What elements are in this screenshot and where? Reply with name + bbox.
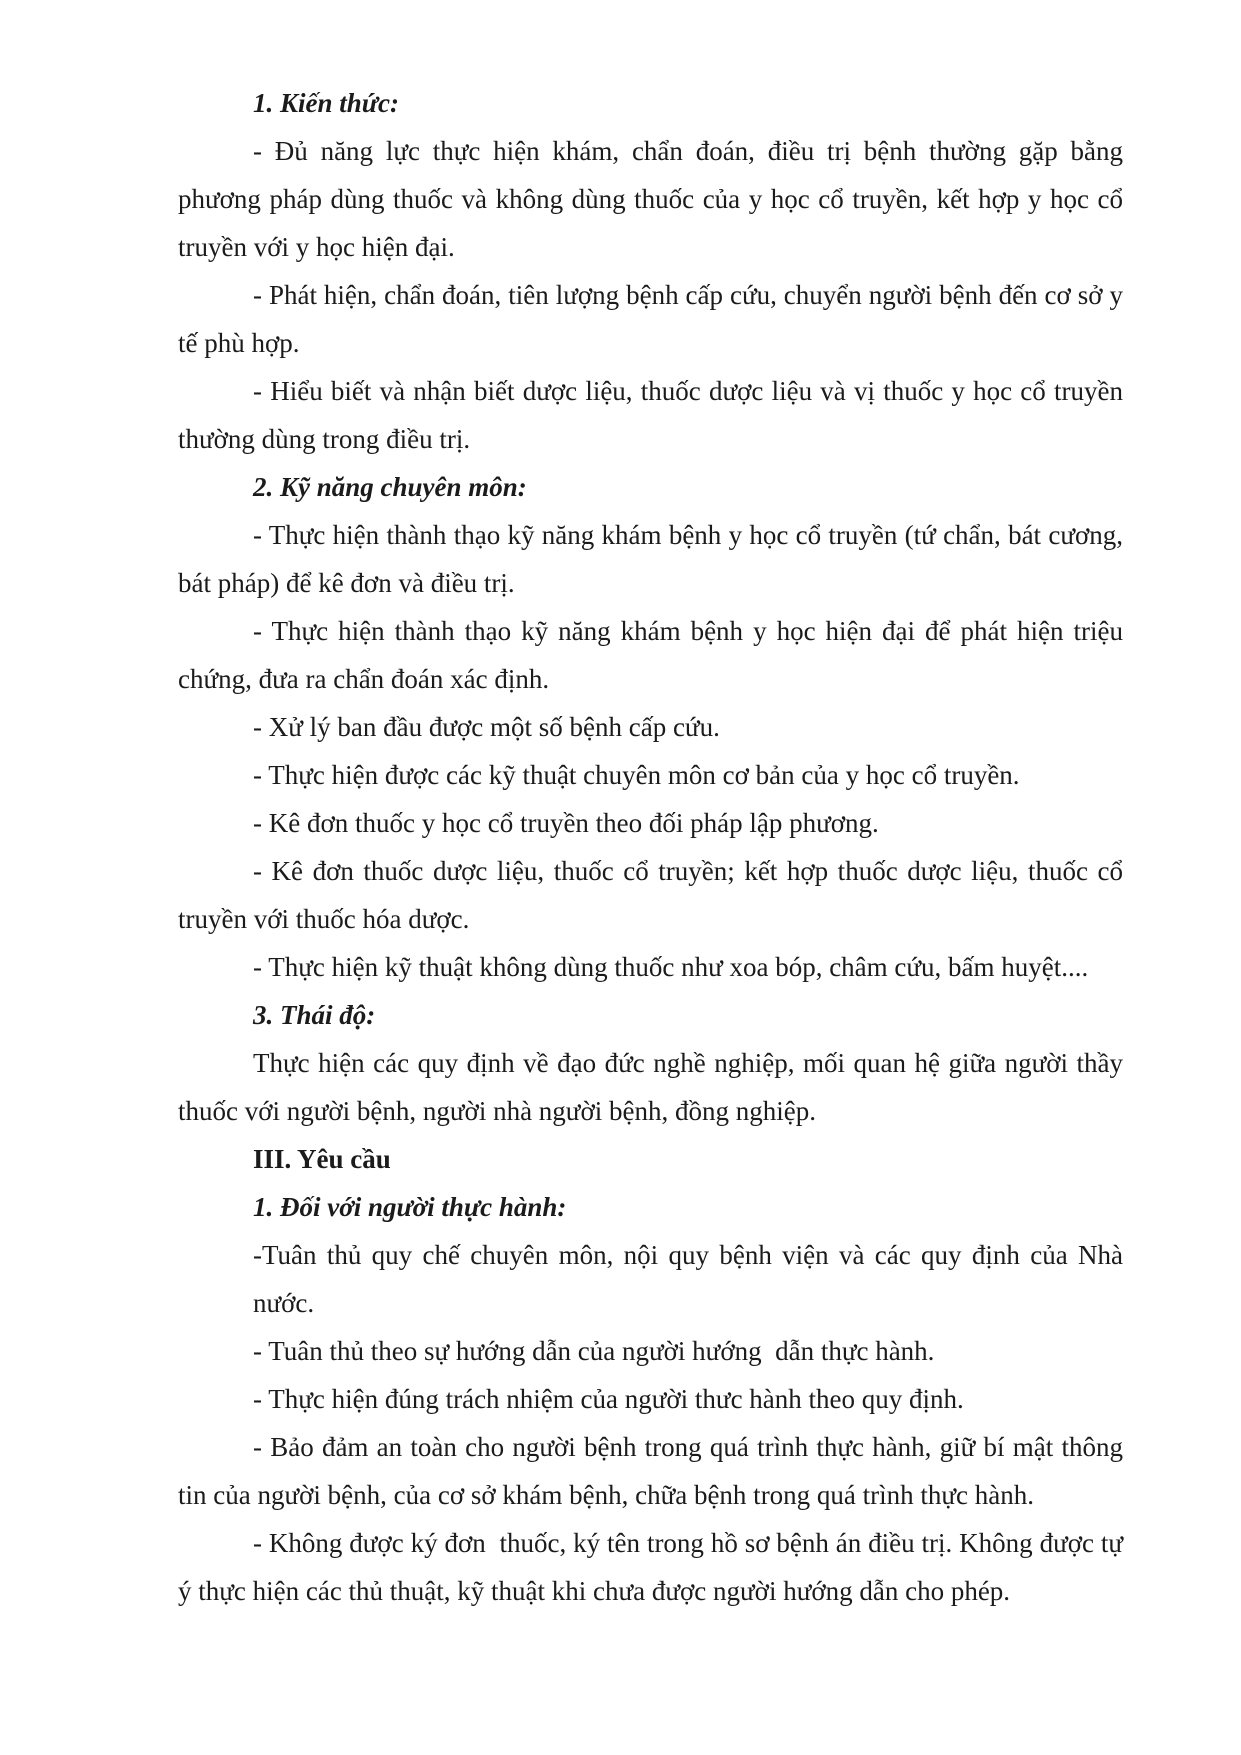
heading-kien-thuc: 1. Kiến thức: — [253, 88, 399, 118]
heading-doi-voi-nguoi-thuc-hanh: 1. Đối với người thực hành: — [253, 1192, 567, 1222]
paragraph: -Tuân thủ quy chế chuyên môn, nội quy bệnh viện và các quy định của Nhà nước. — [253, 1240, 1130, 1318]
paragraph: - Kê đơn thuốc dược liệu, thuốc cổ truyền; kết hợp thuốc dược liệu, thuốc cổ truyền với thuốc hóa dược. — [178, 856, 1130, 934]
heading-ky-nang-chuyen-mon: 2. Kỹ năng chuyên môn: — [253, 472, 527, 502]
paragraph: - Kê đơn thuốc y học cổ truyền theo đối pháp lập phương. — [253, 808, 879, 838]
heading-yeu-cau: III. Yêu cầu — [253, 1144, 391, 1174]
paragraph: - Phát hiện, chẩn đoán, tiên lượng bệnh cấp cứu, chuyển người bệnh đến cơ sở y tế phù hợp. — [178, 280, 1130, 358]
paragraph: - Thực hiện thành thạo kỹ năng khám bệnh y học cổ truyền (tứ chẩn, bát cương, bát pháp) để kê đơn và điều trị. — [178, 520, 1130, 598]
heading-thai-do: 3. Thái độ: — [253, 1000, 376, 1030]
paragraph: - Bảo đảm an toàn cho người bệnh trong quá trình thực hành, giữ bí mật thông tin của người bệnh, của cơ sở khám bệnh, chữa bệnh trong quá trình thực hành. — [178, 1432, 1130, 1510]
paragraph: - Không được ký đơn thuốc, ký tên trong hồ sơ bệnh án điều trị. Không được tự ý thực hiện các thủ thuật, kỹ thuật khi chưa được người hướng dẫn cho phép. — [178, 1528, 1130, 1606]
paragraph: - Đủ năng lực thực hiện khám, chẩn đoán, điều trị bệnh thường gặp bằng phương pháp dùng thuốc và không dùng thuốc của y học cổ truyền, kết hợp y học cổ truyền với y học hiện đại. — [178, 136, 1130, 262]
paragraph: - Hiểu biết và nhận biết dược liệu, thuốc dược liệu và vị thuốc y học cổ truyền thường dùng trong điều trị. — [178, 376, 1130, 454]
paragraph: - Thực hiện kỹ thuật không dùng thuốc như xoa bóp, châm cứu, bấm huyệt.... — [253, 952, 1089, 982]
paragraph: - Tuân thủ theo sự hướng dẫn của người hướng dẫn thực hành. — [253, 1336, 935, 1366]
paragraph: - Thực hiện đúng trách nhiệm của người thưc hành theo quy định. — [253, 1384, 964, 1414]
paragraph: Thực hiện các quy định về đạo đức nghề nghiệp, mối quan hệ giữa người thầy thuốc với người bệnh, người nhà người bệnh, đồng nghiệp. — [178, 1048, 1130, 1126]
paragraph: - Xử lý ban đầu được một số bệnh cấp cứu. — [253, 712, 720, 742]
paragraph: - Thực hiện thành thạo kỹ năng khám bệnh y học hiện đại để phát hiện triệu chứng, đưa ra chẩn đoán xác định. — [178, 616, 1130, 694]
paragraph: - Thực hiện được các kỹ thuật chuyên môn cơ bản của y học cổ truyền. — [253, 760, 1020, 790]
